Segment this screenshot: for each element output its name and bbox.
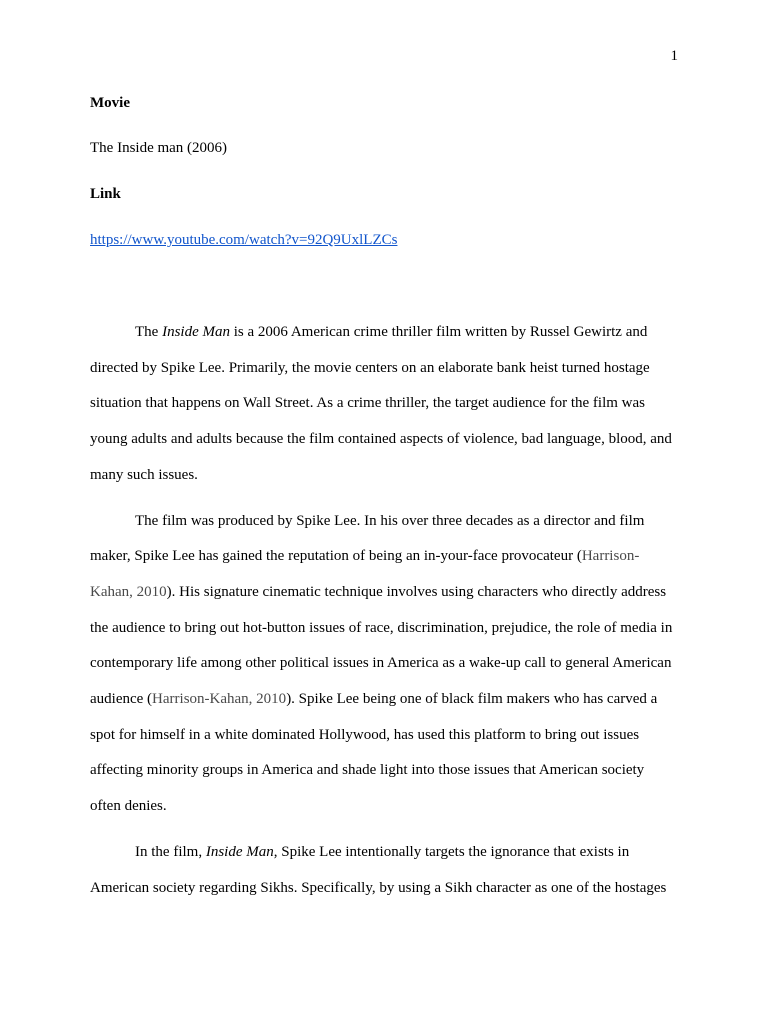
movie-heading: Movie bbox=[90, 95, 130, 111]
paragraph2-line1: The film was produced by Spike Lee. In his over three decades as a director and film bbox=[135, 513, 645, 529]
text-segment: ). Spike Lee being one of black film makers who has carved a bbox=[286, 691, 658, 707]
paragraph1-line4: young adults and adults because the film contained aspects of violence, bad language, blood, and bbox=[90, 431, 672, 447]
text-segment: , Spike Lee intentionally targets the ignorance that exists in bbox=[273, 844, 630, 860]
citation: Harrison-Kahan, 2010 bbox=[152, 691, 287, 707]
paragraph2-line2 bbox=[90, 547, 639, 565]
link-line bbox=[90, 231, 397, 249]
citation: Harrison- bbox=[581, 548, 640, 564]
movie-title: The Inside man (2006) bbox=[90, 140, 228, 156]
paragraph1-line5: many such issues. bbox=[90, 467, 198, 483]
paragraph3-line1 bbox=[135, 843, 629, 861]
paragraph2-line6 bbox=[90, 690, 657, 708]
citation: Kahan, 2010 bbox=[90, 584, 167, 600]
text-segment: ). His signature cinematic technique involves using characters who directly address bbox=[166, 584, 667, 600]
page-number: 1 bbox=[670, 48, 678, 64]
youtube-link[interactable]: https://www.youtube.com/watch?v=92Q9UxlLZCs bbox=[90, 232, 398, 248]
film-title-italic: Inside Man bbox=[162, 324, 230, 340]
paragraph2-line8: affecting minority groups in America and shade light into those issues that American society bbox=[90, 762, 645, 778]
text-segment: audience ( bbox=[90, 691, 153, 707]
paragraph2-line4: the audience to bring out hot-button issues of race, discrimination, prejudice, the role of media in bbox=[90, 620, 673, 636]
text-segment: In the film, bbox=[135, 844, 206, 860]
paragraph2-line3 bbox=[90, 583, 666, 601]
paragraph1-line1 bbox=[135, 323, 647, 341]
paragraph2-line7: spot for himself in a white dominated Hollywood, has used this platform to bring out issues bbox=[90, 727, 640, 743]
link-heading: Link bbox=[90, 186, 121, 202]
paragraph1-line2: directed by Spike Lee. Primarily, the movie centers on an elaborate bank heist turned hostage bbox=[90, 360, 650, 376]
paragraph2-line5: contemporary life among other political issues in America as a wake-up call to general American bbox=[90, 655, 672, 671]
text-segment: is a 2006 American crime thriller film written by Russel Gewirtz and bbox=[229, 324, 648, 340]
paragraph3-line2: American society regarding Sikhs. Specifically, by using a Sikh character as one of the hostages bbox=[90, 880, 667, 896]
paragraph2-line9: often denies. bbox=[90, 798, 167, 814]
text-segment: The bbox=[135, 324, 163, 340]
film-title-italic: Inside Man bbox=[205, 844, 274, 860]
text-segment: maker, Spike Lee has gained the reputation of being an in-your-face provocateur ( bbox=[90, 548, 582, 564]
paragraph1-line3: situation that happens on Wall Street. As a crime thriller, the target audience for the film was bbox=[90, 395, 645, 411]
